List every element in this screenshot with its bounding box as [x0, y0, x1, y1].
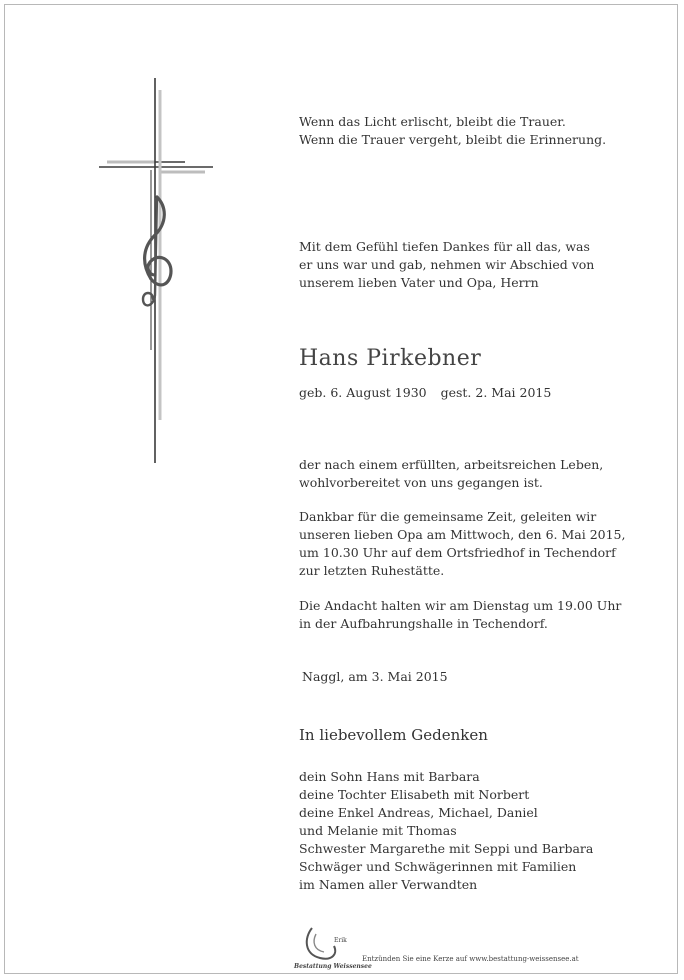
- cross-with-treble-clef-icon: [95, 75, 220, 465]
- life-line-2: wohlvorbereitet von uns gegangen ist.: [299, 475, 543, 490]
- intro-line-2: er uns war und gab, nehmen wir Abschied von: [299, 257, 595, 272]
- birth-date: geb. 6. August 1930: [299, 385, 427, 400]
- candle-link-text[interactable]: Entzünden Sie eine Kerze auf www.bestattung-weissensee.at: [362, 955, 579, 963]
- mourner-line: und Melanie mit Thomas: [299, 823, 457, 838]
- place-date: Naggl, am 3. Mai 2015: [302, 669, 448, 684]
- funeral-block: [299, 508, 625, 580]
- intro-line-3: unserem lieben Vater und Opa, Herrn: [299, 275, 539, 290]
- life-dates: [299, 385, 561, 400]
- mourner-line: im Namen aller Verwandten: [299, 877, 478, 892]
- logo-small-text: Erik: [334, 937, 347, 944]
- intro-line-1: Mit dem Gefühl tiefen Dankes für all das, was: [299, 239, 590, 254]
- mourner-line: Schwester Margarethe mit Seppi und Barbara: [299, 841, 594, 856]
- memorial-heading: In liebevollem Gedenken: [299, 726, 488, 744]
- mourner-line: deine Tochter Elisabeth mit Norbert: [299, 787, 530, 802]
- mourner-line: Schwäger und Schwägerinnen mit Familien: [299, 859, 577, 874]
- quote-block: [299, 113, 606, 149]
- quote-line-1: Wenn das Licht erlischt, bleibt die Trauer.: [299, 114, 566, 129]
- prayer-line-1: Die Andacht halten wir am Dienstag um 19.00 Uhr: [299, 598, 622, 613]
- funeral-line-1: Dankbar für die gemeinsame Zeit, geleiten wir: [299, 509, 597, 524]
- prayer-block: [299, 597, 621, 633]
- life-line-1: der nach einem erfüllten, arbeitsreichen Leben,: [299, 457, 604, 472]
- mourners-list: [299, 768, 593, 894]
- quote-line-2: Wenn die Trauer vergeht, bleibt die Erinnerung.: [299, 132, 607, 147]
- funeral-line-4: zur letzten Ruhestätte.: [299, 563, 445, 578]
- deceased-name: Hans Pirkebner: [299, 346, 482, 371]
- mourner-line: dein Sohn Hans mit Barbara: [299, 769, 480, 784]
- logo-text: Bestattung Weissensee: [294, 963, 372, 970]
- funeral-line-3: um 10.30 Uhr auf dem Ortsfriedhof in Techendorf: [299, 545, 616, 560]
- mourner-line: deine Enkel Andreas, Michael, Daniel: [299, 805, 538, 820]
- funeral-home-logo-icon: [290, 924, 590, 972]
- death-date: gest. 2. Mai 2015: [440, 385, 552, 400]
- intro-block: [299, 238, 594, 292]
- life-block: [299, 456, 603, 492]
- funeral-line-2: unseren lieben Opa am Mittwoch, den 6. Mai 2015,: [299, 527, 626, 542]
- prayer-line-2: in der Aufbahrungshalle in Techendorf.: [299, 616, 548, 631]
